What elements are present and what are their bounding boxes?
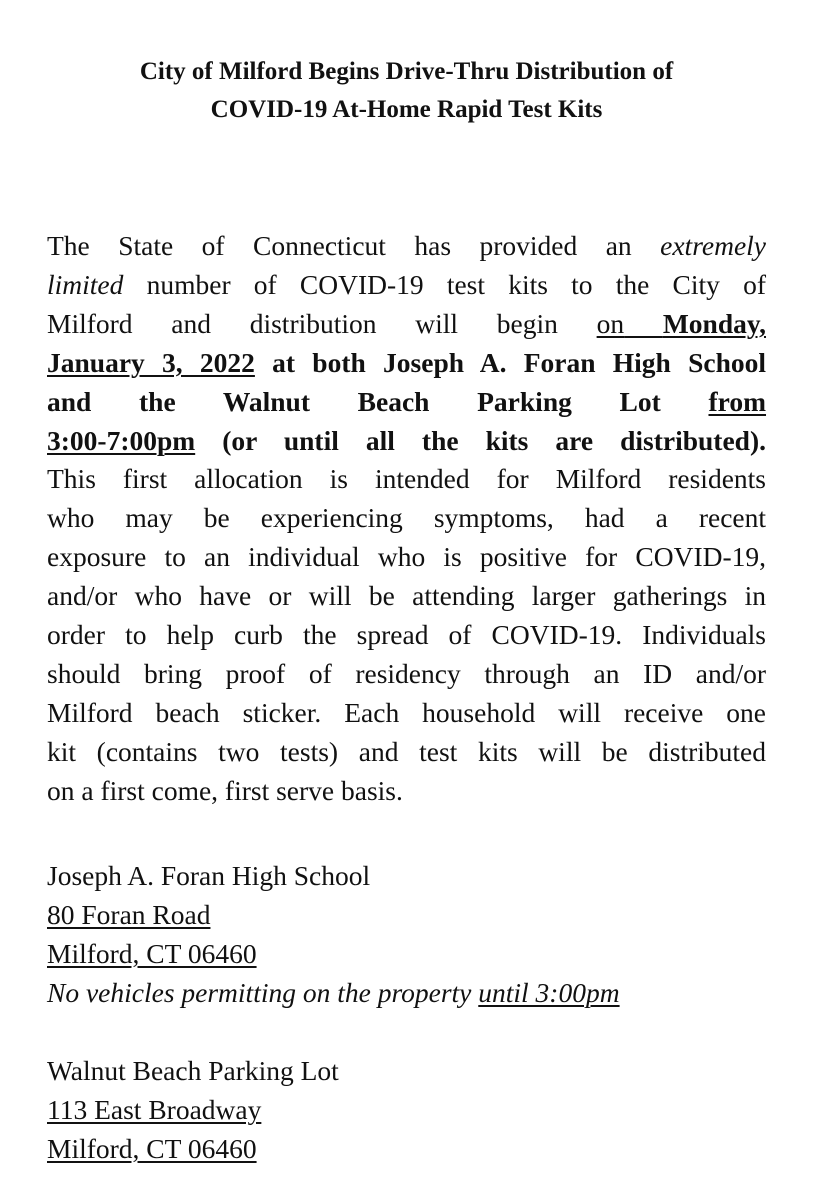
announcement-paragraph bbox=[47, 227, 766, 811]
page-title bbox=[40, 53, 773, 129]
paragraph-line-10: and/or who have or will be attending larger gatherings in bbox=[47, 580, 766, 612]
text-foran-high-school: at both Joseph A. Foran High School bbox=[272, 346, 767, 378]
location-note bbox=[47, 974, 620, 1013]
text-monday: Monday, bbox=[662, 307, 766, 339]
location-street-link[interactable]: 80 Foran Road bbox=[47, 898, 211, 930]
text-time-range: 3:00-7:00pm bbox=[47, 424, 196, 456]
paragraph-line-4 bbox=[47, 344, 766, 383]
paragraph-line-1 bbox=[47, 227, 766, 266]
text-from: from bbox=[708, 385, 767, 417]
title-line-1: City of Milford Begins Drive-Thru Distribution of bbox=[139, 58, 674, 85]
paragraph-line-9: exposure to an individual who is positive for COVID-19, bbox=[47, 541, 766, 573]
location-city-link[interactable]: Milford, CT 06460 bbox=[47, 1132, 257, 1164]
note-until-time: until 3:00pm bbox=[478, 976, 620, 1008]
text-number-of-kits: number of COVID-19 test kits to the City of bbox=[146, 268, 766, 300]
location-foran-high-school bbox=[47, 857, 620, 1013]
paragraph-line-8: who may be experiencing symptoms, had a recent bbox=[47, 502, 766, 534]
text-until-distributed: (or until all the kits are distributed). bbox=[222, 424, 766, 456]
paragraph-line-11: order to help curb the spread of COVID-19. Individuals bbox=[47, 619, 766, 651]
text-walnut-beach: and the Walnut Beach Parking Lot bbox=[47, 385, 661, 417]
paragraph-line-7: This first allocation is intended for Milford residents bbox=[47, 463, 766, 495]
paragraph-line-5 bbox=[47, 383, 766, 422]
title-line-2: COVID-19 At-Home Rapid Test Kits bbox=[210, 96, 603, 123]
location-city-link[interactable]: Milford, CT 06460 bbox=[47, 937, 257, 969]
text-distribution-begin: Milford and distribution will begin bbox=[47, 307, 558, 339]
text-state-provided: The State of Connecticut has provided an bbox=[47, 230, 632, 261]
text-extremely: extremely bbox=[660, 230, 766, 261]
location-street-link[interactable]: 113 East Broadway bbox=[47, 1093, 262, 1125]
location-name: Walnut Beach Parking Lot bbox=[47, 1055, 339, 1086]
paragraph-line-2 bbox=[47, 266, 766, 305]
text-date: January 3, 2022 bbox=[47, 346, 255, 378]
location-name: Joseph A. Foran High School bbox=[47, 860, 371, 891]
paragraph-line-12: should bring proof of residency through an ID and/or bbox=[47, 657, 766, 689]
paragraph-line-14: kit (contains two tests) and test kits will be distributed bbox=[47, 735, 766, 767]
paragraph-line-6 bbox=[47, 422, 766, 461]
location-walnut-beach bbox=[47, 1052, 339, 1169]
paragraph-line-13: Milford beach sticker. Each household will receive one bbox=[47, 696, 766, 728]
text-on: on bbox=[596, 307, 625, 339]
note-no-vehicles: No vehicles permitting on the property bbox=[47, 976, 472, 1008]
paragraph-line-15: on a first come, first serve basis. bbox=[47, 774, 403, 806]
paragraph-line-3 bbox=[47, 305, 766, 344]
text-limited: limited bbox=[47, 268, 124, 300]
